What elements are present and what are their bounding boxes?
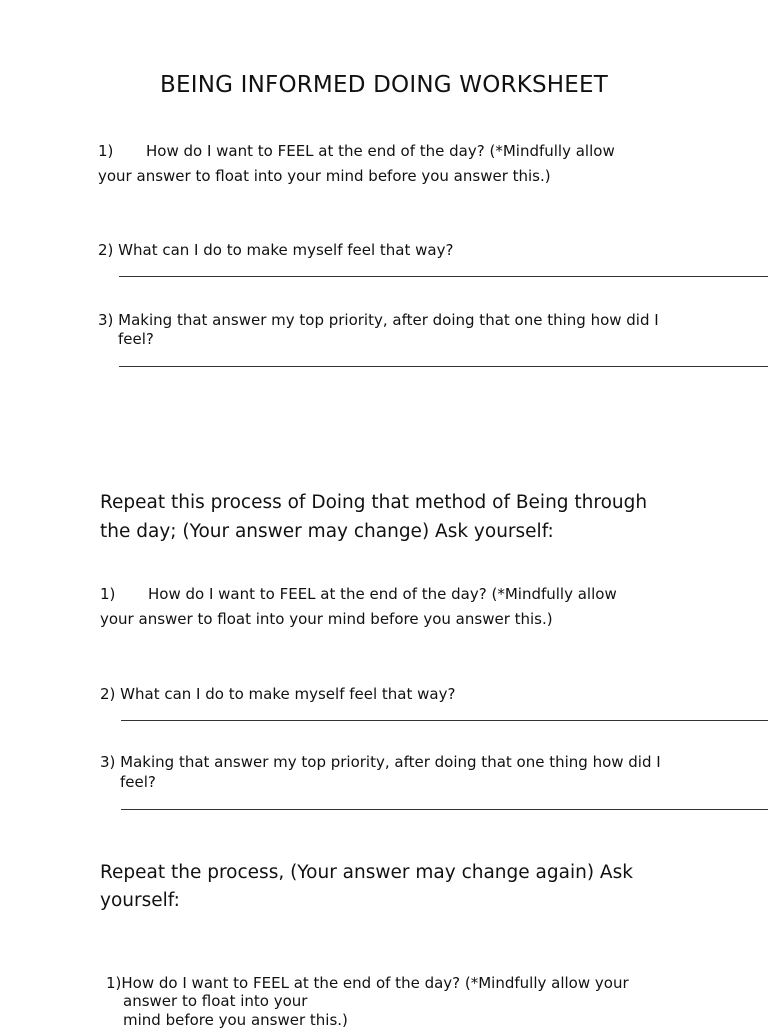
question-1-line-2: your answer to float into your mind before you answer this.)	[100, 610, 553, 628]
question-1-line-1	[100, 582, 617, 606]
answer-line[interactable]	[121, 720, 768, 721]
question-number: 1)	[98, 142, 114, 160]
question-1-line-1	[98, 139, 615, 163]
question-2: 2) What can I do to make myself feel that way?	[100, 685, 456, 703]
question-number: 1)	[106, 974, 122, 992]
answer-line[interactable]	[121, 809, 768, 810]
question-2: 2) What can I do to make myself feel that way?	[98, 241, 454, 259]
answer-line[interactable]	[119, 276, 768, 277]
question-3-line-1: 3) Making that answer my top priority, after doing that one thing how did I	[100, 753, 661, 771]
question-3-line-1: 3) Making that answer my top priority, after doing that one thing how did I	[98, 311, 659, 329]
section-instruction-line-1: Repeat the process, (Your answer may change again) Ask	[100, 862, 633, 883]
question-3-line-2: feel?	[118, 330, 154, 348]
question-text: How do I want to FEEL at the end of the day? (*Mindfully allow	[146, 142, 615, 160]
question-1-line-2: answer to float into your	[123, 992, 308, 1010]
section-instruction-line-2: the day; (Your answer may change) Ask yourself:	[100, 521, 554, 542]
answer-line[interactable]	[119, 366, 768, 367]
section-instruction-line-2: yourself:	[100, 890, 180, 911]
question-3-line-2: feel?	[120, 773, 156, 791]
question-text: How do I want to FEEL at the end of the day? (*Mindfully allow your	[121, 974, 629, 992]
question-1-line-2: your answer to float into your mind before you answer this.)	[98, 167, 551, 185]
question-number: 1)	[100, 585, 116, 603]
page-title: BEING INFORMED DOING WORKSHEET	[160, 72, 608, 98]
question-1-line-1	[106, 974, 629, 993]
section-instruction-line-1: Repeat this process of Doing that method of Being through	[100, 492, 648, 513]
question-1-line-3: mind before you answer this.)	[123, 1011, 348, 1029]
question-text: How do I want to FEEL at the end of the day? (*Mindfully allow	[148, 585, 617, 603]
